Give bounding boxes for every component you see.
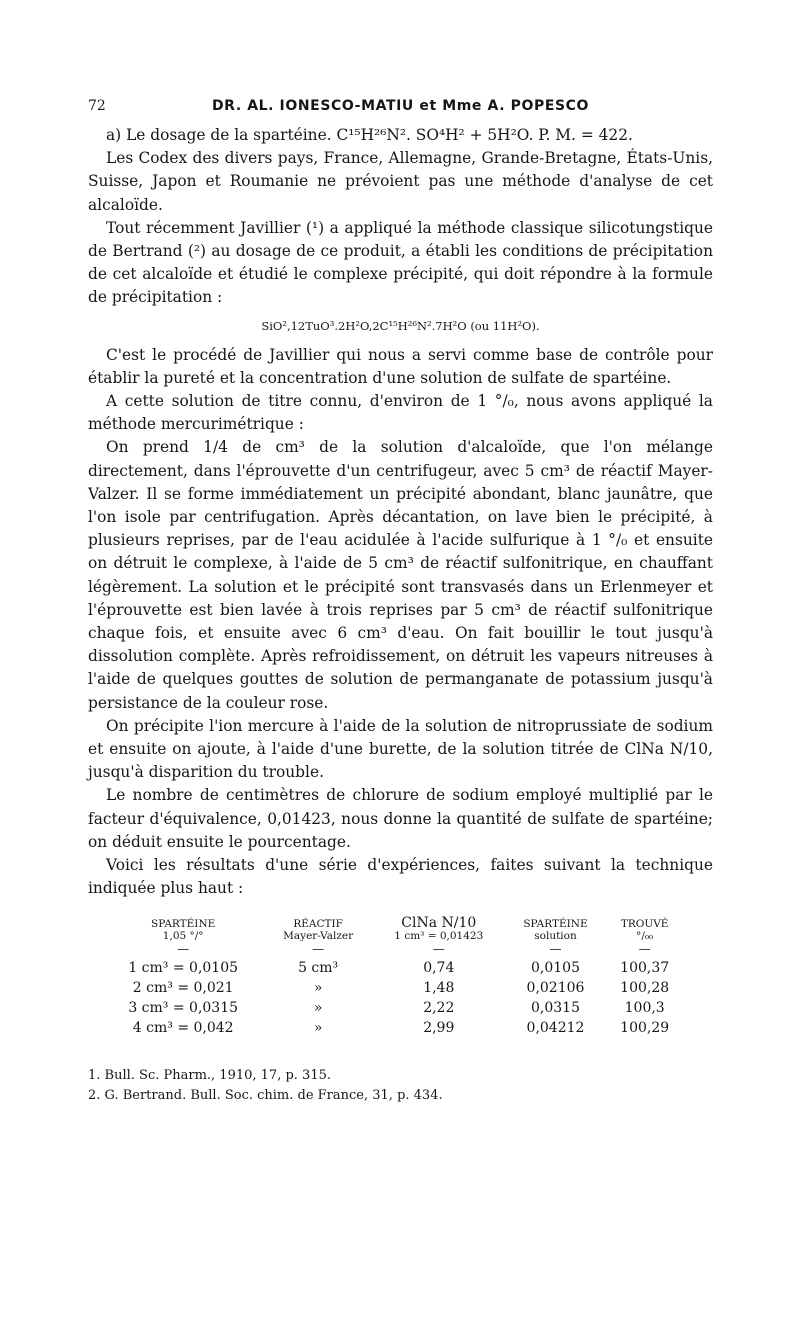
table-cell: 100,29: [620, 1019, 670, 1036]
table-cell: 1,48: [423, 979, 455, 996]
dash-cell: —: [432, 941, 445, 956]
table-cell: 100,3: [624, 999, 665, 1016]
dash-cell: —: [638, 941, 651, 956]
body-text: [88, 124, 713, 901]
table-cell: 5 cm³: [298, 959, 339, 976]
paragraph-results-intro: Voici les résultats d'une série d'expériences, faites suivant la technique indiquée plus haut :: [88, 856, 713, 898]
paragraph-mercurimetric: A cette solution de titre connu, d'environ de 1 °/₀, nous avons appliqué la méthode mercurimétrique :: [88, 392, 713, 434]
table-row: [102, 958, 684, 978]
paragraph-sparteine-heading: a) Le dosage de la spartéine. C¹⁵H²⁶N². SO⁴H² + 5H²O. P. M. = 422.: [106, 126, 633, 144]
table-cell: 100,28: [620, 979, 670, 996]
table-cell: 1 cm³ = 0,0105: [128, 959, 239, 976]
table-cell: 4 cm³ = 0,042: [132, 1019, 234, 1036]
paragraph-procedure: On prend 1/4 de cm³ de la solution d'alcaloïde, que l'on mélange directement, dans l'éprouvette d'un centrifugeur, avec 5 cm³ de réactif Mayer-Valzer. Il se forme immédiatement un précipité abondant, blanc jaunâtre, que l'on isole par centrifugation. Après décantation, on lave bien le précipité, à plusieurs reprises, par de l'eau acidulée à l'acide sulfurique à 1 °/₀ et ensuite on détruit le complexe, à l'aide de 5 cm³ de réactif sulfonitrique, en chauffant légèrement. La solution et le précipité sont transvasés dans un Erlenmeyer et l'éprouvette est bien lavée à trois reprises par 5 cm³ de réactif sulfonitrique chaque fois, et ensuite avec 6 cm³ d'eau. On fait bouillir le tout jusqu'à dissolution complète. Après refroidissement, on détruit les vapeurs nitreuses à l'aide de quelques gouttes de solution de permanganate de potassium jusqu'à persistance de la couleur rose.: [88, 438, 713, 712]
paragraph-codex: Les Codex des divers pays, France, Allemagne, Grande-Bretagne, États-Unis, Suisse, Japon et Roumanie ne prévoient pas une méthode d'analyse de cet alcaloïde.: [88, 149, 713, 214]
table-row: [102, 998, 684, 1018]
page-number: 72: [88, 98, 106, 114]
paragraph-javillier-method: Tout récemment Javillier (¹) a appliqué la méthode classique silicotungstique de Bertrand (²) au dosage de ce produit, a établi les conditions de précipitation de cet alcaloïde et étudié le complexe précipité, qui doit répondre à la formule de précipitation :: [88, 218, 713, 307]
precipitation-formula: SiO²,12TuO³.2H²O,2C¹⁵H²⁶N².7H²O (ou 11H²O).: [261, 318, 540, 333]
table-cell: 2,99: [423, 1019, 455, 1036]
table-header-cell: TROUVÉ °/₀₀: [620, 917, 669, 942]
table-cell: 2 cm³ = 0,021: [132, 979, 234, 996]
table-dash-row: [102, 942, 684, 958]
dash-cell: —: [549, 941, 562, 956]
table-header-cell: RÉACTIF Mayer-Valzer: [283, 917, 354, 942]
table-cell: »: [313, 999, 323, 1016]
table-header-row: [102, 917, 684, 942]
dash-cell: —: [312, 941, 325, 956]
journal-page: [88, 98, 713, 1106]
table-header-cell: SPARTÉINE 1,05 °/°: [151, 917, 216, 942]
table-cell: 0,02106: [526, 979, 585, 996]
table-cell: 0,0315: [531, 999, 580, 1016]
table-cell: 0,04212: [526, 1019, 585, 1036]
table-cell: »: [313, 1019, 323, 1036]
footnotes: [88, 1066, 713, 1106]
paragraph-mercury-precipitation: On précipite l'ion mercure à l'aide de la solution de nitroprussiate de sodium et ensuite on ajoute, à l'aide d'une burette, de la solution titrée de ClNa N/10, jusqu'à disparition du trouble.: [88, 716, 713, 782]
table-row: [102, 1018, 684, 1038]
dash-cell: —: [177, 941, 190, 956]
table-cell: 2,22: [423, 999, 455, 1016]
paragraph-control-basis: C'est le procédé de Javillier qui nous a servi comme base de contrôle pour établir la pureté et la concentration d'une solution de sulfate de spartéine.: [88, 345, 713, 387]
table-cell: 0,0105: [531, 959, 580, 976]
table-cell: »: [313, 979, 323, 996]
footnote-1: 1. Bull. Sc. Pharm., 1910, 17, p. 315.: [88, 1067, 331, 1083]
running-head: [88, 98, 713, 124]
footnote-2: 2. G. Bertrand. Bull. Soc. chim. de France, 31, p. 434.: [88, 1087, 443, 1103]
table-cell: 100,37: [620, 959, 670, 976]
table-cell: 3 cm³ = 0,0315: [128, 999, 239, 1016]
table-cell: 0,74: [423, 959, 455, 976]
table-row: [102, 978, 684, 998]
table-header-cell: SPARTÉINE solution: [523, 917, 588, 942]
table-header-cell: ClNa N/10 1 cm³ = 0,01423: [394, 914, 484, 942]
running-head-authors: DR. AL. IONESCO-MATIU et Mme A. POPESCO: [211, 98, 590, 114]
results-table: [102, 914, 684, 1038]
paragraph-equivalence-factor: Le nombre de centimètres de chlorure de sodium employé multiplié par le facteur d'équivalence, 0,01423, nous donne la quantité de sulfate de spartéine; on déduit ensuite le pourcentage.: [88, 786, 713, 851]
